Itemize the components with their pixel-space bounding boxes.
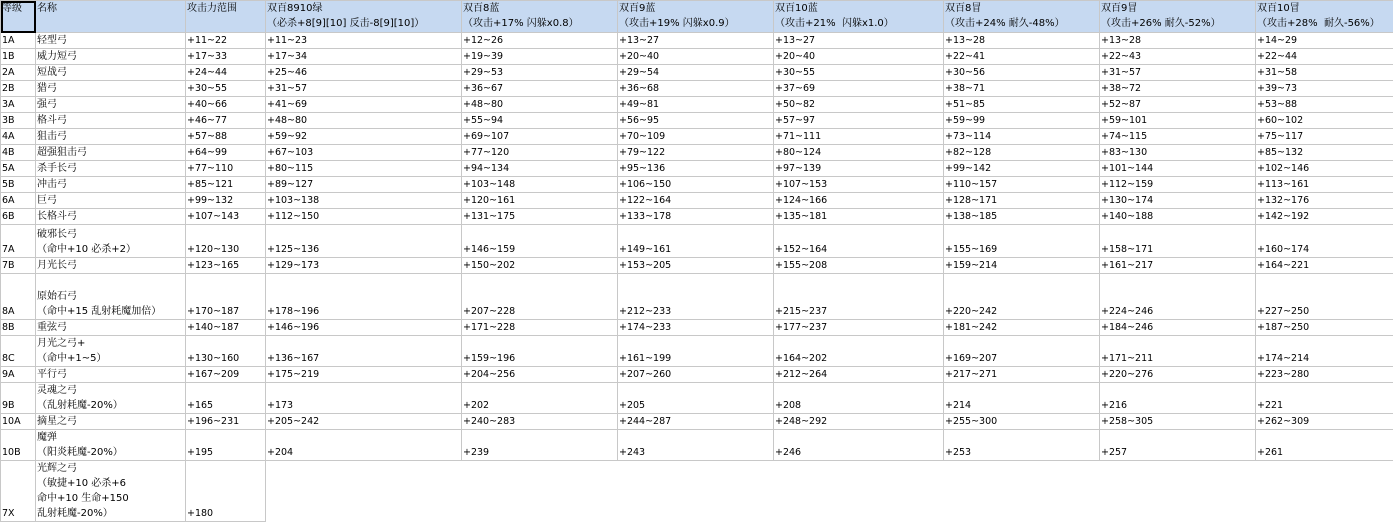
header-adventure-9[interactable]: 双百9冒 （攻击+26% 耐久-52%） (1100, 1, 1256, 33)
cell-value[interactable]: +59~92 (266, 129, 462, 145)
cell-name[interactable]: 短战弓 (36, 65, 186, 81)
cell-level[interactable]: 6B (1, 209, 36, 225)
header-green-8910[interactable]: 双百8910绿 （必杀+8[9][10] 反击-8[9][10]） (266, 1, 462, 33)
cell-value[interactable]: +48~80 (462, 97, 618, 113)
cell-value[interactable]: +208 (774, 383, 944, 414)
cell-value[interactable]: +19~39 (462, 49, 618, 65)
cell-value[interactable]: +53~88 (1256, 97, 1393, 113)
cell-value[interactable]: +153~205 (618, 258, 774, 274)
cell-value[interactable]: +140~188 (1100, 209, 1256, 225)
cell-level[interactable]: 4B (1, 145, 36, 161)
cell-value[interactable]: +51~85 (944, 97, 1100, 113)
cell-value[interactable]: +224~246 (1100, 274, 1256, 320)
cell-value[interactable]: +94~134 (462, 161, 618, 177)
cell-value[interactable]: +107~143 (186, 209, 266, 225)
cell-name[interactable]: 格斗弓 (36, 113, 186, 129)
table-row (1, 193, 1393, 209)
header-attack-range[interactable]: 攻击力范围 (186, 1, 266, 33)
cell-level[interactable]: 4A (1, 129, 36, 145)
cell-value[interactable]: +159~214 (944, 258, 1100, 274)
cell-value[interactable]: +221 (1256, 383, 1393, 414)
cell-value[interactable]: +56~95 (618, 113, 774, 129)
cell-value[interactable]: +165 (186, 383, 266, 414)
cell-value[interactable]: +80~115 (266, 161, 462, 177)
cell-value[interactable]: +170~187 (186, 274, 266, 320)
cell-value[interactable]: +184~246 (1100, 320, 1256, 336)
cell-name[interactable]: 长格斗弓 (36, 209, 186, 225)
table-row (1, 33, 1393, 49)
table-row (1, 145, 1393, 161)
table-header (1, 1, 1393, 33)
header-blue-8[interactable]: 双百8蓝 （攻击+17% 闪躲x0.8） (462, 1, 618, 33)
cell-value[interactable]: +29~54 (618, 65, 774, 81)
cell-value[interactable]: +220~276 (1100, 367, 1256, 383)
cell-level[interactable]: 5B (1, 177, 36, 193)
cell-value[interactable]: +164~202 (774, 336, 944, 367)
cell-value[interactable]: +64~99 (186, 145, 266, 161)
cell-value[interactable]: +138~185 (944, 209, 1100, 225)
table-row (1, 320, 1393, 336)
cell-name[interactable]: 超强狙击弓 (36, 145, 186, 161)
cell-name[interactable]: 光辉之弓 （敏捷+10 必杀+6 命中+10 生命+150 乱射耗魔-20%） (36, 461, 186, 522)
cell-name[interactable]: 轻型弓 (36, 33, 186, 49)
cell-value[interactable]: +38~72 (1100, 81, 1256, 97)
cell-value[interactable]: +212~264 (774, 367, 944, 383)
cell-value[interactable]: +59~101 (1100, 113, 1256, 129)
cell-value[interactable]: +20~40 (618, 49, 774, 65)
cell-value[interactable]: +113~161 (1256, 177, 1393, 193)
cell-value[interactable]: +29~53 (462, 65, 618, 81)
cell-name[interactable]: 巨弓 (36, 193, 186, 209)
cell-value[interactable]: +150~202 (462, 258, 618, 274)
cell-value[interactable]: +103~148 (462, 177, 618, 193)
cell-value[interactable]: +146~159 (462, 225, 618, 258)
cell-value[interactable]: +46~77 (186, 113, 266, 129)
cell-value[interactable]: +123~165 (186, 258, 266, 274)
table-row (1, 367, 1393, 383)
cell-value[interactable]: +255~300 (944, 414, 1100, 430)
cell-level[interactable]: 9B (1, 383, 36, 414)
cell-value[interactable]: +217~271 (944, 367, 1100, 383)
cell-value[interactable]: +177~237 (774, 320, 944, 336)
cell-value[interactable]: +240~283 (462, 414, 618, 430)
cell-value[interactable]: +107~153 (774, 177, 944, 193)
cell-value[interactable]: +181~242 (944, 320, 1100, 336)
cell-value[interactable]: +30~56 (944, 65, 1100, 81)
cell-value[interactable]: +99~132 (186, 193, 266, 209)
cell-value[interactable]: +38~71 (944, 81, 1100, 97)
cell-value[interactable]: +174~233 (618, 320, 774, 336)
cell-value[interactable]: +244~287 (618, 414, 774, 430)
table-row (1, 65, 1393, 81)
cell-value[interactable]: +124~166 (774, 193, 944, 209)
cell-name[interactable]: 破邪长弓 （命中+10 必杀+2） (36, 225, 186, 258)
cell-value[interactable]: +195 (186, 430, 266, 461)
cell-value[interactable]: +24~44 (186, 65, 266, 81)
cell-value[interactable]: +215~237 (774, 274, 944, 320)
cell-value[interactable]: +41~69 (266, 97, 462, 113)
cell-value[interactable]: +89~127 (266, 177, 462, 193)
cell-value[interactable]: +159~196 (462, 336, 618, 367)
cell-value[interactable]: +85~121 (186, 177, 266, 193)
cell-value[interactable]: +13~27 (618, 33, 774, 49)
header-row (1, 1, 1393, 33)
cell-value[interactable]: +112~150 (266, 209, 462, 225)
cell-value[interactable]: +169~207 (944, 336, 1100, 367)
header-blue-9[interactable]: 双百9蓝 （攻击+19% 闪躲x0.9） (618, 1, 774, 33)
cell-value[interactable]: +110~157 (944, 177, 1100, 193)
empty-cell (1100, 461, 1256, 522)
cell-value[interactable]: +39~73 (1256, 81, 1393, 97)
cell-level[interactable]: 10B (1, 430, 36, 461)
cell-value[interactable]: +204~256 (462, 367, 618, 383)
cell-level[interactable]: 8A (1, 274, 36, 320)
cell-value[interactable]: +30~55 (774, 65, 944, 81)
cell-name[interactable]: 摘星之弓 (36, 414, 186, 430)
empty-cell (618, 461, 774, 522)
cell-value[interactable]: +180 (186, 461, 266, 522)
cell-value[interactable]: +248~292 (774, 414, 944, 430)
cell-value[interactable]: +83~130 (1100, 145, 1256, 161)
cell-value[interactable]: +11~22 (186, 33, 266, 49)
cell-value[interactable]: +67~103 (266, 145, 462, 161)
cell-value[interactable]: +103~138 (266, 193, 462, 209)
cell-value[interactable]: +164~221 (1256, 258, 1393, 274)
table-row (1, 161, 1393, 177)
cell-value[interactable]: +31~57 (266, 81, 462, 97)
cell-value[interactable]: +258~305 (1100, 414, 1256, 430)
cell-name[interactable]: 冲击弓 (36, 177, 186, 193)
table-row (1, 274, 1393, 320)
table-row (1, 81, 1393, 97)
cell-value[interactable]: +223~280 (1256, 367, 1393, 383)
cell-name[interactable]: 狙击弓 (36, 129, 186, 145)
cell-value[interactable]: +55~94 (462, 113, 618, 129)
cell-value[interactable]: +97~139 (774, 161, 944, 177)
cell-value[interactable]: +160~174 (1256, 225, 1393, 258)
cell-value[interactable]: +101~144 (1100, 161, 1256, 177)
cell-value[interactable]: +161~199 (618, 336, 774, 367)
cell-value[interactable]: +31~57 (1100, 65, 1256, 81)
cell-value[interactable]: +17~34 (266, 49, 462, 65)
cell-value[interactable]: +122~164 (618, 193, 774, 209)
cell-value[interactable]: +22~41 (944, 49, 1100, 65)
cell-value[interactable]: +155~208 (774, 258, 944, 274)
cell-value[interactable]: +212~233 (618, 274, 774, 320)
cell-value[interactable]: +214 (944, 383, 1100, 414)
cell-value[interactable]: +142~192 (1256, 209, 1393, 225)
cell-value[interactable]: +130~174 (1100, 193, 1256, 209)
cell-value[interactable]: +11~23 (266, 33, 462, 49)
cell-value[interactable]: +202 (462, 383, 618, 414)
cell-value[interactable]: +129~173 (266, 258, 462, 274)
cell-name[interactable]: 威力短弓 (36, 49, 186, 65)
cell-value[interactable]: +13~27 (774, 33, 944, 49)
cell-value[interactable]: +25~46 (266, 65, 462, 81)
cell-level[interactable]: 3A (1, 97, 36, 113)
cell-value[interactable]: +99~142 (944, 161, 1100, 177)
cell-value[interactable]: +31~58 (1256, 65, 1393, 81)
cell-name[interactable]: 平行弓 (36, 367, 186, 383)
cell-value[interactable]: +14~29 (1256, 33, 1393, 49)
cell-level[interactable]: 2A (1, 65, 36, 81)
table-row (1, 258, 1393, 274)
cell-value[interactable]: +173 (266, 383, 462, 414)
cell-value[interactable]: +146~196 (266, 320, 462, 336)
cell-value[interactable]: +257 (1100, 430, 1256, 461)
table-row (1, 209, 1393, 225)
cell-name[interactable]: 重弦弓 (36, 320, 186, 336)
cell-value[interactable]: +69~107 (462, 129, 618, 145)
table-body (1, 33, 1393, 522)
table-row (1, 129, 1393, 145)
cell-value[interactable]: +22~43 (1100, 49, 1256, 65)
cell-value[interactable]: +133~178 (618, 209, 774, 225)
cell-value[interactable]: +36~68 (618, 81, 774, 97)
cell-value[interactable]: +52~87 (1100, 97, 1256, 113)
cell-value[interactable]: +220~242 (944, 274, 1100, 320)
cell-value[interactable]: +37~69 (774, 81, 944, 97)
cell-value[interactable]: +207~228 (462, 274, 618, 320)
cell-name[interactable]: 月光之弓+ （命中+1~5） (36, 336, 186, 367)
cell-value[interactable]: +74~115 (1100, 129, 1256, 145)
table-row (1, 97, 1393, 113)
cell-value[interactable]: +227~250 (1256, 274, 1393, 320)
cell-value[interactable]: +85~132 (1256, 145, 1393, 161)
cell-value[interactable]: +75~117 (1256, 129, 1393, 145)
cell-level[interactable]: 10A (1, 414, 36, 430)
empty-cell (462, 461, 618, 522)
cell-value[interactable]: +125~136 (266, 225, 462, 258)
cell-name[interactable]: 灵魂之弓 （乱射耗魔-20%） (36, 383, 186, 414)
cell-value[interactable]: +95~136 (618, 161, 774, 177)
empty-cell (266, 461, 462, 522)
cell-value[interactable]: +50~82 (774, 97, 944, 113)
cell-value[interactable]: +204 (266, 430, 462, 461)
table-row (1, 336, 1393, 367)
cell-value[interactable]: +128~171 (944, 193, 1100, 209)
cell-value[interactable]: +79~122 (618, 145, 774, 161)
cell-value[interactable]: +82~128 (944, 145, 1100, 161)
cell-value[interactable]: +80~124 (774, 145, 944, 161)
cell-value[interactable]: +207~260 (618, 367, 774, 383)
cell-value[interactable]: +120~130 (186, 225, 266, 258)
cell-value[interactable]: +130~160 (186, 336, 266, 367)
cell-value[interactable]: +167~209 (186, 367, 266, 383)
empty-cell (944, 461, 1100, 522)
header-adventure-8[interactable]: 双百8冒 （攻击+24% 耐久-48%） (944, 1, 1100, 33)
cell-value[interactable]: +40~66 (186, 97, 266, 113)
cell-level[interactable]: 8B (1, 320, 36, 336)
cell-level[interactable]: 8C (1, 336, 36, 367)
cell-value[interactable]: +155~169 (944, 225, 1100, 258)
cell-value[interactable]: +49~81 (618, 97, 774, 113)
cell-value[interactable]: +205 (618, 383, 774, 414)
cell-value[interactable]: +48~80 (266, 113, 462, 129)
cell-value[interactable]: +158~171 (1100, 225, 1256, 258)
cell-value[interactable]: +178~196 (266, 274, 462, 320)
cell-value[interactable]: +70~109 (618, 129, 774, 145)
cell-value[interactable]: +261 (1256, 430, 1393, 461)
cell-level[interactable]: 3B (1, 113, 36, 129)
cell-value[interactable]: +22~44 (1256, 49, 1393, 65)
cell-level[interactable]: 1A (1, 33, 36, 49)
cell-name[interactable]: 猎弓 (36, 81, 186, 97)
cell-value[interactable]: +152~164 (774, 225, 944, 258)
cell-value[interactable]: +77~110 (186, 161, 266, 177)
cell-value[interactable]: +60~102 (1256, 113, 1393, 129)
cell-value[interactable]: +102~146 (1256, 161, 1393, 177)
cell-value[interactable]: +196~231 (186, 414, 266, 430)
cell-value[interactable]: +262~309 (1256, 414, 1393, 430)
cell-value[interactable]: +132~176 (1256, 193, 1393, 209)
cell-value[interactable]: +187~250 (1256, 320, 1393, 336)
header-adventure-10[interactable]: 双百10冒 （攻击+28% 耐久-56%） (1256, 1, 1393, 33)
cell-value[interactable]: +12~26 (462, 33, 618, 49)
cell-value[interactable]: +20~40 (774, 49, 944, 65)
header-level[interactable]: 等级 (1, 1, 36, 33)
cell-value[interactable]: +71~111 (774, 129, 944, 145)
table-row (1, 383, 1393, 414)
cell-value[interactable]: +205~242 (266, 414, 462, 430)
cell-value[interactable]: +13~28 (944, 33, 1100, 49)
cell-name[interactable]: 魔弹 （阳炎耗魔-20%） (36, 430, 186, 461)
table-row (1, 113, 1393, 129)
table-row (1, 225, 1393, 258)
cell-value[interactable]: +174~214 (1256, 336, 1393, 367)
cell-value[interactable]: +135~181 (774, 209, 944, 225)
cell-level[interactable]: 7B (1, 258, 36, 274)
cell-name[interactable]: 原始石弓 （命中+15 乱射耗魔加倍） (36, 274, 186, 320)
cell-value[interactable]: +73~114 (944, 129, 1100, 145)
cell-value[interactable]: +30~55 (186, 81, 266, 97)
cell-name[interactable]: 杀手长弓 (36, 161, 186, 177)
cell-value[interactable]: +57~88 (186, 129, 266, 145)
cell-value[interactable]: +253 (944, 430, 1100, 461)
table-row (1, 430, 1393, 461)
cell-value[interactable]: +239 (462, 430, 618, 461)
cell-value[interactable]: +149~161 (618, 225, 774, 258)
cell-value[interactable]: +57~97 (774, 113, 944, 129)
cell-level[interactable]: 6A (1, 193, 36, 209)
cell-value[interactable]: +17~33 (186, 49, 266, 65)
cell-value[interactable]: +175~219 (266, 367, 462, 383)
cell-value[interactable]: +140~187 (186, 320, 266, 336)
header-name[interactable]: 名称 (36, 1, 186, 33)
cell-level[interactable]: 7X (1, 461, 36, 522)
cell-value[interactable]: +59~99 (944, 113, 1100, 129)
cell-level[interactable]: 2B (1, 81, 36, 97)
header-blue-10[interactable]: 双百10蓝 （攻击+21% 闪躲x1.0） (774, 1, 944, 33)
cell-value[interactable]: +36~67 (462, 81, 618, 97)
cell-value[interactable]: +131~175 (462, 209, 618, 225)
table-row (1, 49, 1393, 65)
cell-value[interactable]: +136~167 (266, 336, 462, 367)
cell-name[interactable]: 强弓 (36, 97, 186, 113)
empty-cell (1256, 461, 1393, 522)
cell-name[interactable]: 月光长弓 (36, 258, 186, 274)
cell-value[interactable]: +112~159 (1100, 177, 1256, 193)
cell-value[interactable]: +216 (1100, 383, 1256, 414)
cell-level[interactable]: 7A (1, 225, 36, 258)
cell-value[interactable]: +243 (618, 430, 774, 461)
cell-value[interactable]: +161~217 (1100, 258, 1256, 274)
cell-value[interactable]: +171~211 (1100, 336, 1256, 367)
cell-level[interactable]: 9A (1, 367, 36, 383)
cell-value[interactable]: +13~28 (1100, 33, 1256, 49)
cell-value[interactable]: +171~228 (462, 320, 618, 336)
cell-value[interactable]: +120~161 (462, 193, 618, 209)
cell-value[interactable]: +77~120 (462, 145, 618, 161)
cell-level[interactable]: 1B (1, 49, 36, 65)
cell-value[interactable]: +106~150 (618, 177, 774, 193)
table-row (1, 461, 1393, 522)
table-row (1, 177, 1393, 193)
table-row (1, 414, 1393, 430)
cell-value[interactable]: +246 (774, 430, 944, 461)
empty-cell (774, 461, 944, 522)
cell-level[interactable]: 5A (1, 161, 36, 177)
